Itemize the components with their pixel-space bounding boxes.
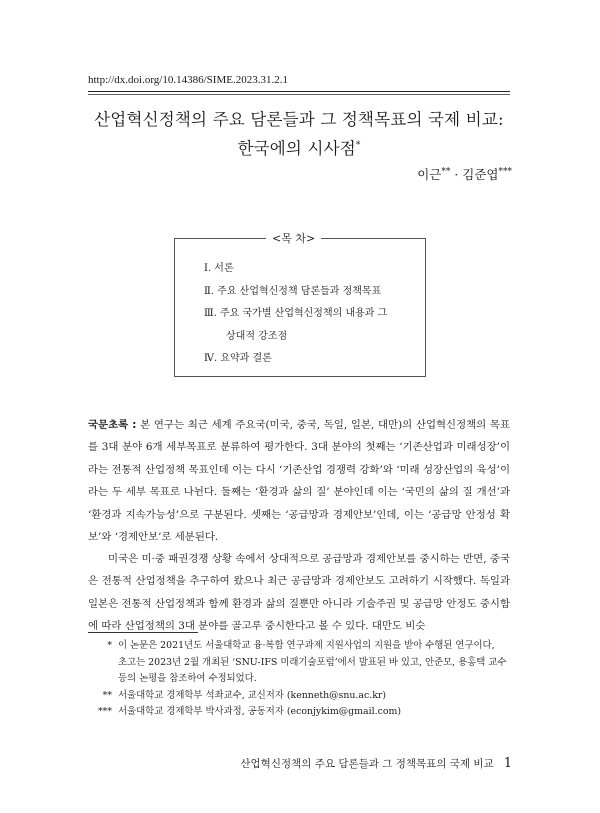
footnote-1 bbox=[88, 638, 510, 688]
footnote-2-mark: ** bbox=[102, 690, 112, 701]
toc-title: <목 차> bbox=[266, 230, 321, 246]
footnote-1-line1: 이 논문은 2021년도 서울대학교 융·복합 연구과제 지원사업의 지원을 받아 수행된 연구이다, bbox=[118, 640, 495, 651]
page-number: 1 bbox=[503, 756, 512, 771]
abstract-paragraph bbox=[88, 414, 510, 548]
abstract-text: 본 연구는 최근 세계 주요국(미국, 중국, 독일, 일본, 대만)의 산업혁신정책의 목표를 3대 분야 6개 세부목표로 분류하여 평가한다. 3대 분야의 첫째는 ‘기존산업과 미래성장’이라는 전통적 산업정책 목표인데 이는 다시 ‘기존산업 경쟁력 강화’와 ‘미래 성장산업의 육성’이라는 두 세부 목표로 나뉜다. 둘째는 ‘환경과 삶의 질’ 분야인데 이는 ‘국민의 삶의 질 개선’과 ‘환경과 지속가능성’으로 구분된다. 셋째는 ‘공급망과 경제안보’인데, 이는 ‘공급망 안정성 확보’와 ‘경제안보’로 세분된다. bbox=[88, 419, 511, 544]
paper-title-line1: 산업혁신정책의 주요 담론들과 그 정책목표의 국제 비교: bbox=[94, 110, 504, 129]
author-1: 이근 bbox=[417, 167, 442, 182]
body-paragraph-2: 미국은 미·중 패권경쟁 상황 속에서 상대적으로 공급망과 경제안보를 중시하는 반면, 중국은 전통적 산업정책을 추구하여 왔으나 최근 공급망과 경제안보도 고려하기 시작했다. 독일과 일본은 전통적 산업정책과 함께 환경과 삶의 질뿐만 아니라 기술주권 및 공급망 안정도 중시함에 따라 산업정책의 3대 분야를 골고루 중시한다고 볼 수 있다. 대만도 비슷 bbox=[88, 553, 510, 633]
doi-link[interactable]: http://dx.doi.org/10.14386/SIME.2023.31.2.1 bbox=[88, 74, 288, 86]
footnote-3-text: 서울대학교 경제학부 박사과정, 공동저자 (econjykim@gmail.com) bbox=[118, 706, 402, 717]
toc-item-3-cont: 상대적 강조점 bbox=[226, 330, 288, 342]
footnote-1-mark: * bbox=[107, 640, 112, 651]
abstract-label: 국문초록 : bbox=[88, 419, 137, 431]
toc-item-3: Ⅲ. 주요 국가별 산업혁신정책의 내용과 그 bbox=[204, 308, 388, 319]
toc-item-2: Ⅱ. 주요 산업혁신정책 담론들과 정책목표 bbox=[204, 285, 382, 297]
author-2: 김준엽 bbox=[462, 167, 499, 182]
author-2-mark: *** bbox=[498, 166, 512, 177]
footnote-2-text: 서울대학교 경제학부 석좌교수, 교신저자 (kenneth@snu.ac.kr) bbox=[118, 690, 387, 701]
header-rule bbox=[88, 91, 510, 92]
paper-title-line2 bbox=[88, 135, 510, 159]
header-rule-thin bbox=[88, 94, 510, 95]
toc-item-1: Ⅰ. 서론 bbox=[204, 263, 234, 274]
author-separator: · bbox=[450, 167, 463, 182]
footnote-2 bbox=[88, 688, 510, 705]
running-title: 산업혁신정책의 주요 담론들과 그 정책목표의 국제 비교 bbox=[240, 758, 494, 770]
footnote-rule bbox=[88, 632, 198, 633]
footnote-3 bbox=[88, 704, 510, 721]
author-1-mark: ** bbox=[441, 166, 451, 177]
footnote-1-line3: 등의 논평을 참조하여 수정되었다. bbox=[118, 673, 257, 684]
title-footnote-mark: * bbox=[355, 140, 361, 151]
footnote-3-mark: *** bbox=[97, 706, 112, 717]
footnote-1-line2: 초고는 2023년 2월 개최된 ‘SNU-IFS 미래기술포럼’에서 발표된 바 있고, 안준모, 용홍택 교수 bbox=[118, 656, 507, 668]
page-footer bbox=[240, 756, 512, 771]
author-list bbox=[417, 165, 512, 183]
paper-title-line2-text: 한국에의 시사점 bbox=[237, 139, 356, 158]
toc-item-4: Ⅳ. 요약과 결론 bbox=[204, 353, 272, 364]
toc-list bbox=[204, 258, 387, 371]
